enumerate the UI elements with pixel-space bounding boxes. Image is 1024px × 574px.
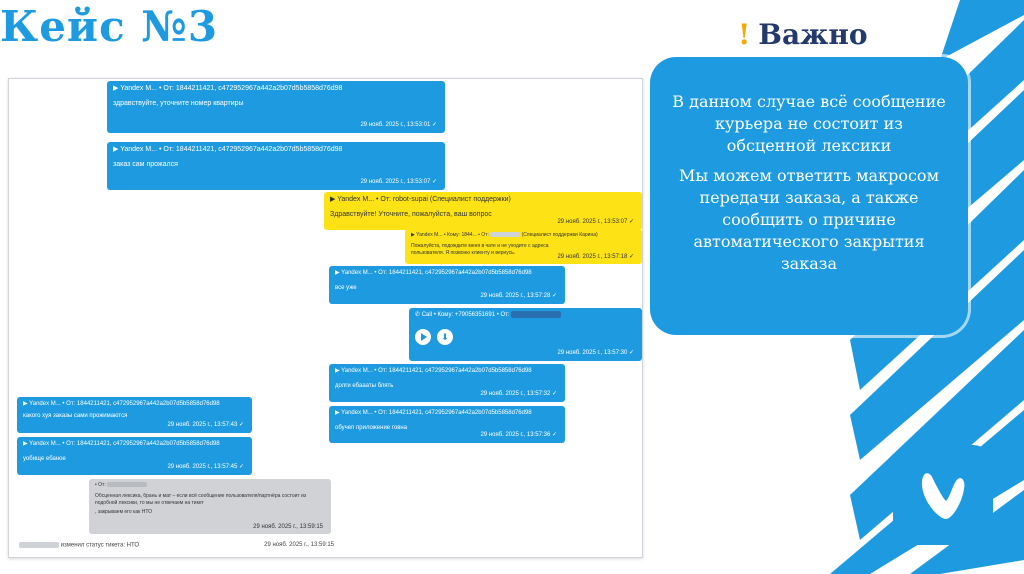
redacted-name xyxy=(19,542,59,548)
chat-message-support xyxy=(324,192,642,230)
status-text: изменил статус тикета: НТО xyxy=(60,542,140,549)
redacted-name xyxy=(490,232,520,237)
download-icon[interactable]: ⬇ xyxy=(437,329,453,345)
message-body: какого хуя заказы сами прожимаются xyxy=(23,413,128,419)
message-time: 29 нояб. 2025 г., 13:53:01 ✓ xyxy=(360,122,437,128)
redacted-name xyxy=(107,482,147,487)
message-header: ▶ Yandex M... • Кому: 1844... • От: (Специалист поддержки Карина) xyxy=(411,232,598,238)
message-header: ▶ Yandex M... • От: 1844211421, c472952967a442a2b07d5b5858d76d98 xyxy=(335,368,532,374)
message-header: ▶ Yandex M... • От: 1844211421, c472952967a442a2b07d5b5858d76d98 xyxy=(113,146,343,153)
chat-message xyxy=(107,142,445,190)
message-header: ▶ Yandex M... • От: 1844211421, c472952967a442a2b07d5b5858d76d98 xyxy=(113,85,343,92)
redacted-name xyxy=(511,311,561,318)
call-message xyxy=(409,308,642,361)
message-header: ▶ Yandex M... • От: 1844211421, c472952967a442a2b07d5b5858d76d98 xyxy=(335,270,532,276)
message-header: ▶ Yandex M... • От: 1844211421, c472952967a442a2b07d5b5858d76d98 xyxy=(23,401,220,407)
chat-screenshot xyxy=(8,78,643,558)
message-body-2: , закрываем его как НТО xyxy=(95,509,153,515)
heart-logo-icon xyxy=(918,467,968,523)
message-time: 29 нояб. 2025 г., 13:57:36 ✓ xyxy=(480,432,557,438)
message-header: ✆ Call • Кому: +79056351691 • От: xyxy=(415,311,636,320)
message-body: обучеп приложение говна xyxy=(335,425,408,431)
message-body: все уже xyxy=(335,285,357,291)
chat-message xyxy=(329,406,565,443)
message-body: Обсценная лексика, брань и мат – если всё сообщение пользователя/партнёра состоит из подобной лексики, то мы не отвечаем на тикет xyxy=(95,493,307,506)
message-time: 29 нояб. 2025 г., 13:59:15 xyxy=(253,524,323,530)
message-header: ▶ Yandex M... • От: 1844211421, c472952967a442a2b07d5b5858d76d98 xyxy=(23,441,220,447)
chat-message-support xyxy=(405,229,642,264)
message-time: 29 нояб. 2025 г., 13:57:32 ✓ xyxy=(480,391,557,397)
message-body: Здравствуйте! Уточните, пожалуйста, ваш вопрос xyxy=(330,211,492,218)
status-time: 29 нояб. 2025 г., 13:59:15 xyxy=(264,542,334,548)
info-card-paragraph-2: Мы можем ответить макросом передачи заказа, а также сообщить о причине автоматического закрытия заказа xyxy=(678,166,940,273)
message-time: 29 нояб. 2025 г., 13:57:43 ✓ xyxy=(167,422,244,428)
important-heading xyxy=(738,18,868,51)
info-card xyxy=(650,57,968,335)
message-body: заказ сам прожался xyxy=(113,161,178,168)
message-time: 29 нояб. 2025 г., 13:57:18 ✓ xyxy=(557,254,634,260)
message-body: здравствуйте, уточните номер квартиры xyxy=(113,100,244,107)
message-time: 29 нояб. 2025 г., 13:57:45 ✓ xyxy=(167,464,244,470)
info-card-paragraph-1: В данном случае всё сообщение курьера не состоит из обсценной лексики xyxy=(672,92,946,155)
brand-logo xyxy=(893,445,993,545)
important-label: Важно xyxy=(758,18,868,51)
message-body: Пожалуйста, подождите меня в чате и не уходите с адреса пользователя. Я позвоню клиенту и вернусь. xyxy=(411,243,549,256)
message-time: 29 нояб. 2025 г., 13:53:07 ✓ xyxy=(557,219,634,225)
slide-title: Кейс №3 xyxy=(0,2,219,51)
internal-note xyxy=(89,479,331,534)
message-body: долги ебаааты блять xyxy=(335,383,394,389)
chat-message xyxy=(329,364,565,402)
exclamation-mark: ! xyxy=(738,18,751,51)
chat-message xyxy=(17,397,252,433)
message-time: 29 нояб. 2025 г., 13:57:30 ✓ xyxy=(557,350,634,356)
message-header: • От: xyxy=(95,482,325,489)
message-header: ▶ Yandex M... • От: 1844211421, c472952967a442a2b07d5b5858d76d98 xyxy=(335,410,532,416)
play-icon[interactable] xyxy=(415,329,431,345)
chat-message xyxy=(17,437,252,475)
chat-message xyxy=(107,81,445,133)
message-header: ▶ Yandex M... • От: robot-supai (Специалист поддержки) xyxy=(330,196,511,203)
message-body: уобище ебаное xyxy=(23,456,66,462)
status-line xyxy=(19,542,334,549)
chat-message xyxy=(329,266,565,304)
message-time: 29 нояб. 2025 г., 13:53:07 ✓ xyxy=(360,179,437,185)
message-time: 29 нояб. 2025 г., 13:57:28 ✓ xyxy=(480,293,557,299)
